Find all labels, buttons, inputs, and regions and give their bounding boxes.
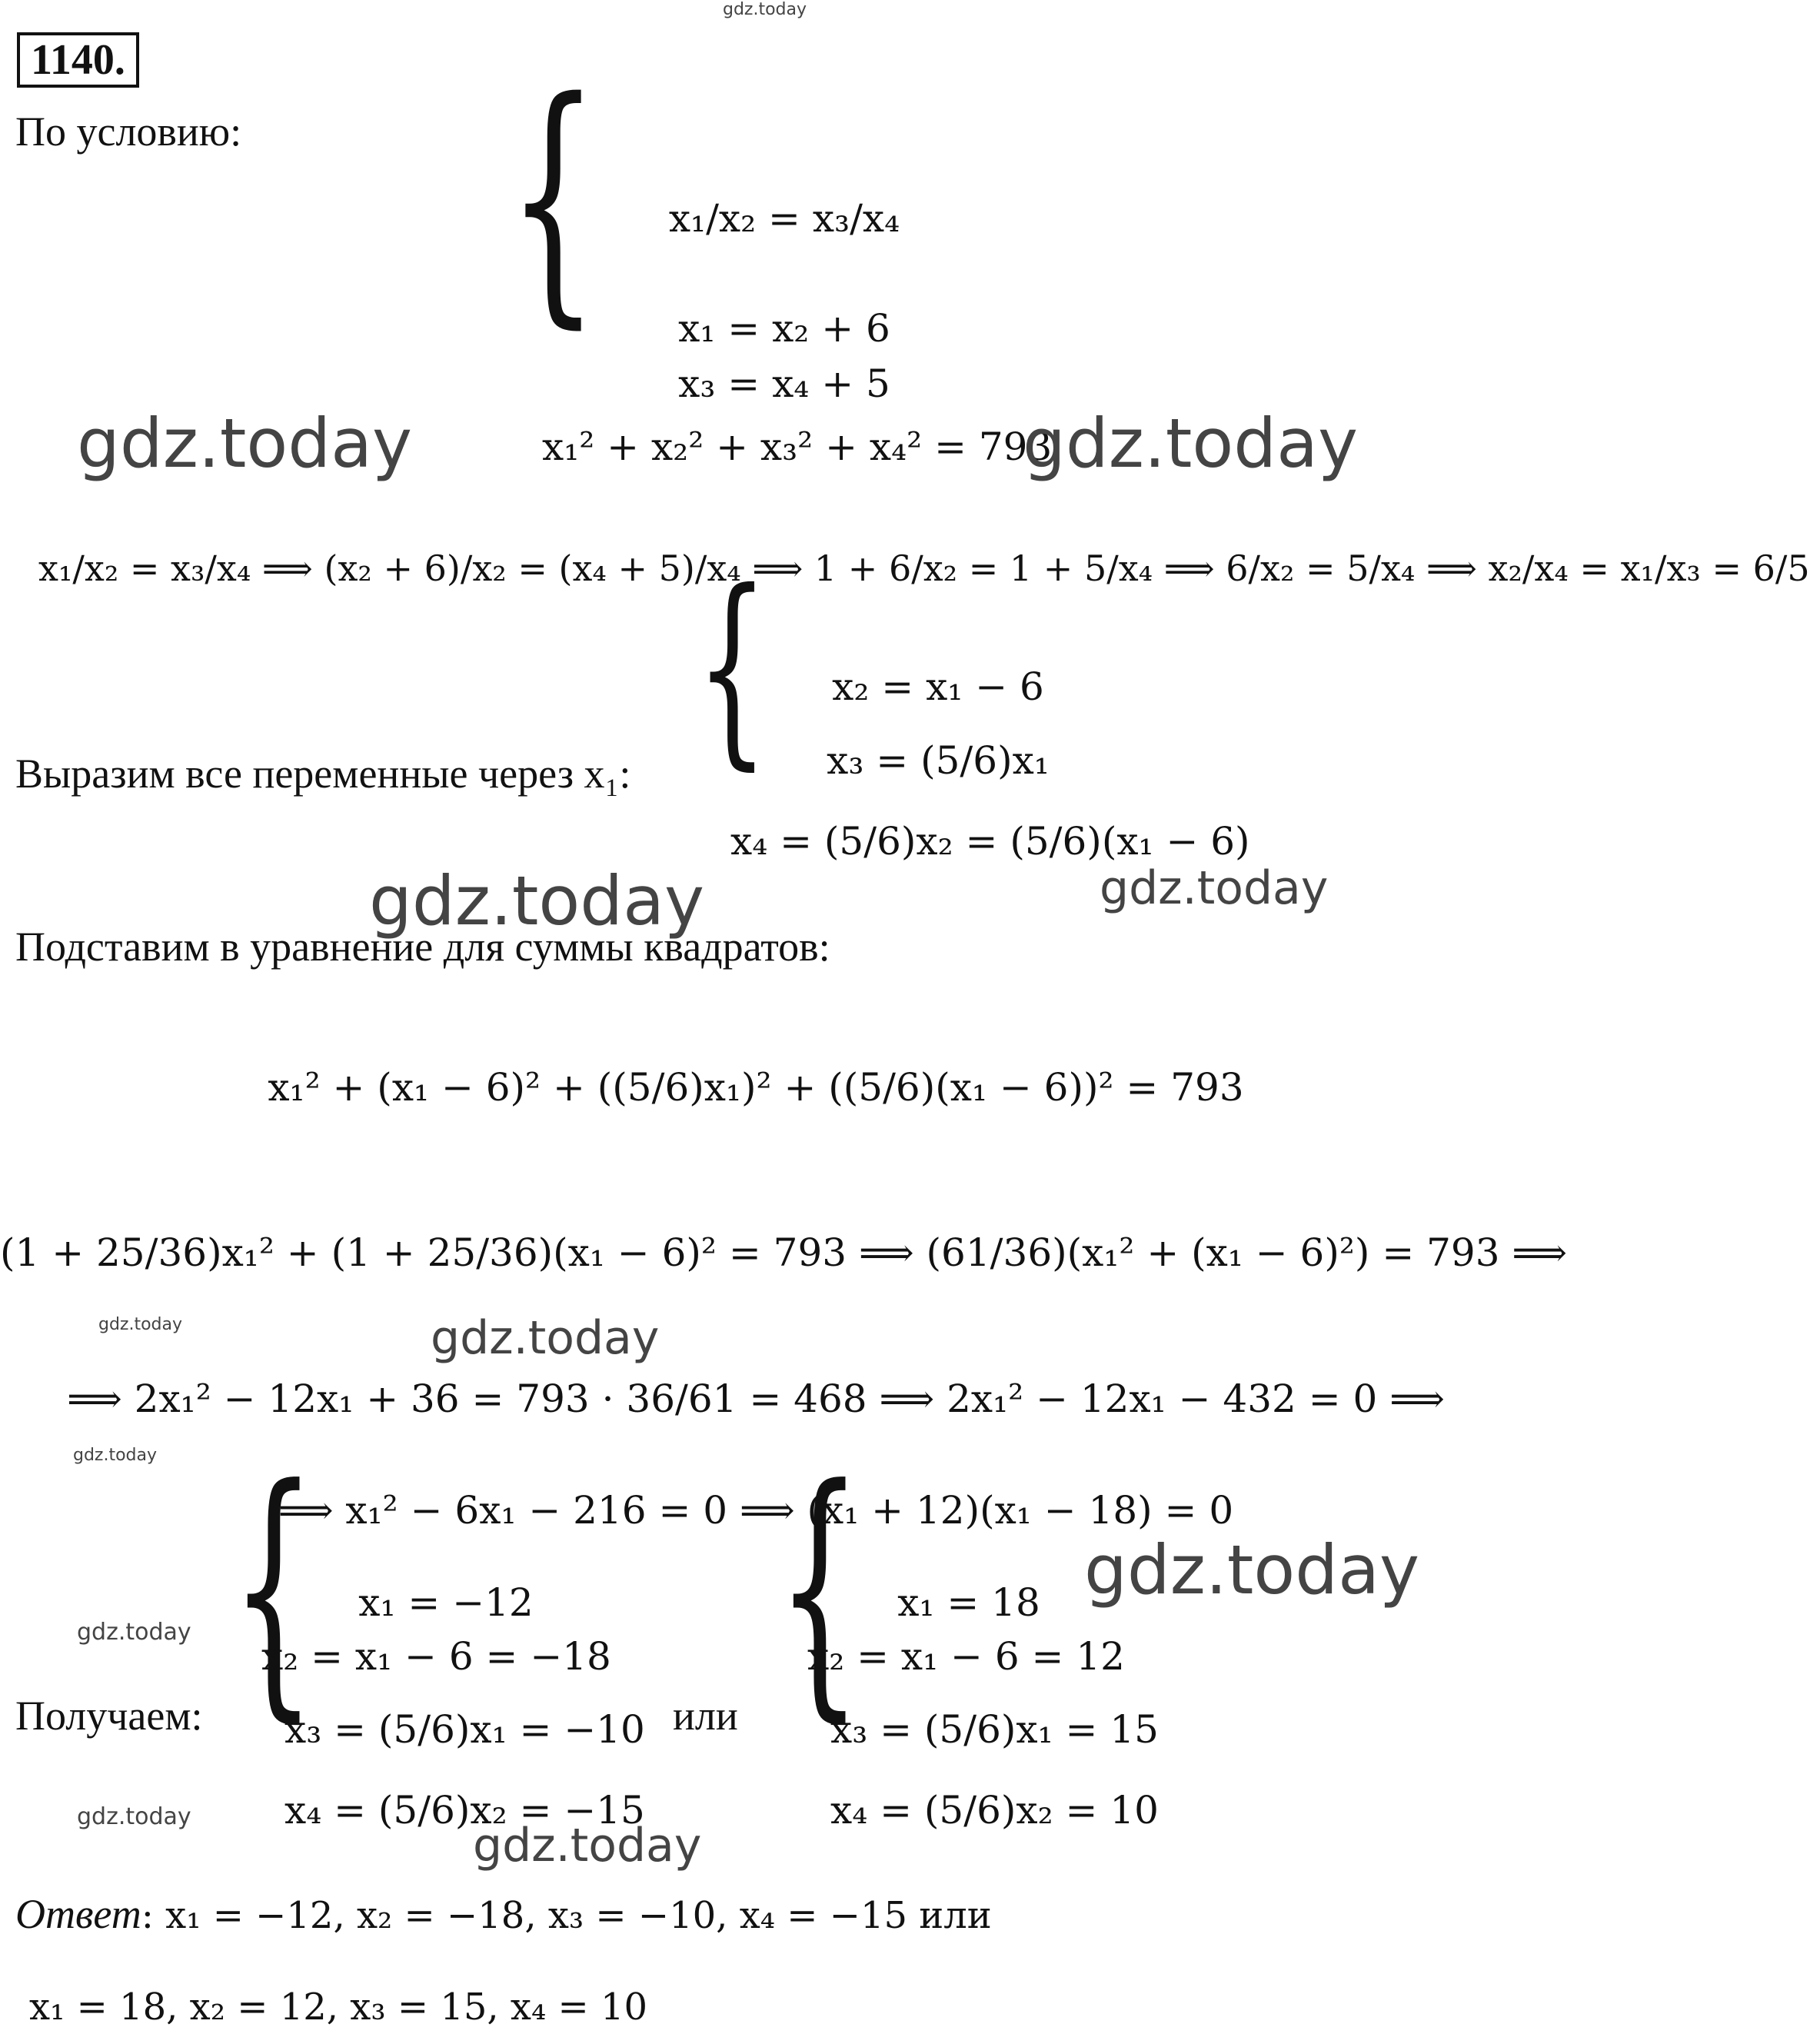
answer-line-1: [15, 1890, 992, 1938]
answer-values-1: : x₁ = −12, x₂ = −18, x₃ = −10, x₄ = −15 или: [141, 1894, 992, 1937]
derivation-line: x₁/x₂ = x₃/x₄ ⟹ (x₂ + 6)/x₂ = (x₄ + 5)/x₄ ⟹ 1 + 6/x₂ = 1 + 5/x₄ ⟹ 6/x₂ = 5/x₄ ⟹ x₂/x₄ = x₁/x₃ = 6/5: [38, 548, 1810, 589]
result-sys2-eq-2: x₂ = x₁ − 6 = 12: [807, 1634, 1125, 1679]
watermark-top: gdz.today: [723, 0, 807, 19]
result-sys1-eq-4: x₄ = (5/6)x₂ = −15: [284, 1788, 645, 1833]
result-sys2-eq-3: x₃ = (5/6)x₁ = 15: [830, 1707, 1159, 1752]
result-label: Получаем:: [15, 1693, 203, 1739]
watermark: gdz.today: [73, 1446, 158, 1465]
watermark: gdz.today: [473, 1819, 702, 1873]
result-sys1-eq-1: x₁ = −12: [358, 1580, 534, 1625]
watermark: gdz.today: [1100, 861, 1329, 915]
condition-eq-4: x₁² + x₂² + x₃² + x₄² = 793: [542, 424, 1053, 469]
condition-eq-1: x₁/x₂ = x₃/x₄: [668, 196, 900, 241]
watermark: gdz.today: [1023, 404, 1359, 483]
express-eq-1: x₂ = x₁ − 6: [832, 664, 1044, 709]
result-sys1-eq-3: x₃ = (5/6)x₁ = −10: [284, 1707, 645, 1752]
substitute-eq-1: x₁² + (x₁ − 6)² + ((5/6)x₁)² + ((5/6)(x₁ − 6))² = 793: [268, 1065, 1244, 1110]
express-eq-2: x₃ = (5/6)x₁: [827, 738, 1050, 783]
watermark: gdz.today: [1084, 1530, 1420, 1610]
substitute-eq-4: ⟹ x₁² − 6x₁ − 216 = 0 ⟹ (x₁ + 12)(x₁ − 18) = 0: [278, 1488, 1234, 1533]
substitute-label: Подставим в уравнение для суммы квадратов:: [15, 924, 830, 970]
watermark: gdz.today: [77, 1619, 191, 1646]
or-label: или: [673, 1693, 738, 1739]
watermark: gdz.today: [369, 861, 705, 940]
result-sys2-eq-1: x₁ = 18: [897, 1580, 1040, 1625]
problem-number: 1140.: [17, 32, 139, 88]
answer-line-2: x₁ = 18, x₂ = 12, x₃ = 15, x₄ = 10: [29, 1986, 648, 2029]
condition-eq-2: x₁ = x₂ + 6: [678, 306, 890, 351]
answer-label: Ответ: [15, 1891, 141, 1937]
watermark: gdz.today: [98, 1315, 183, 1334]
result-sys1-eq-2: x₂ = x₁ − 6 = −18: [261, 1634, 611, 1679]
substitute-eq-3: ⟹ 2x₁² − 12x₁ + 36 = 793 · 36/61 = 468 ⟹ 2x₁² − 12x₁ − 432 = 0 ⟹: [67, 1377, 1445, 1421]
watermark: gdz.today: [77, 1803, 191, 1830]
express-eq-3: x₄ = (5/6)x₂ = (5/6)(x₁ − 6): [730, 819, 1250, 864]
express-label: Выразим все переменные через x₁:: [15, 751, 631, 797]
result-sys2-eq-4: x₄ = (5/6)x₂ = 10: [830, 1788, 1159, 1833]
condition-label: По условию:: [15, 108, 242, 155]
watermark: gdz.today: [431, 1311, 660, 1365]
watermark: gdz.today: [77, 404, 413, 483]
condition-eq-3: x₃ = x₄ + 5: [678, 361, 890, 406]
substitute-eq-2: (1 + 25/36)x₁² + (1 + 25/36)(x₁ − 6)² = 793 ⟹ (61/36)(x₁² + (x₁ − 6)²) = 793 ⟹: [0, 1230, 1568, 1275]
